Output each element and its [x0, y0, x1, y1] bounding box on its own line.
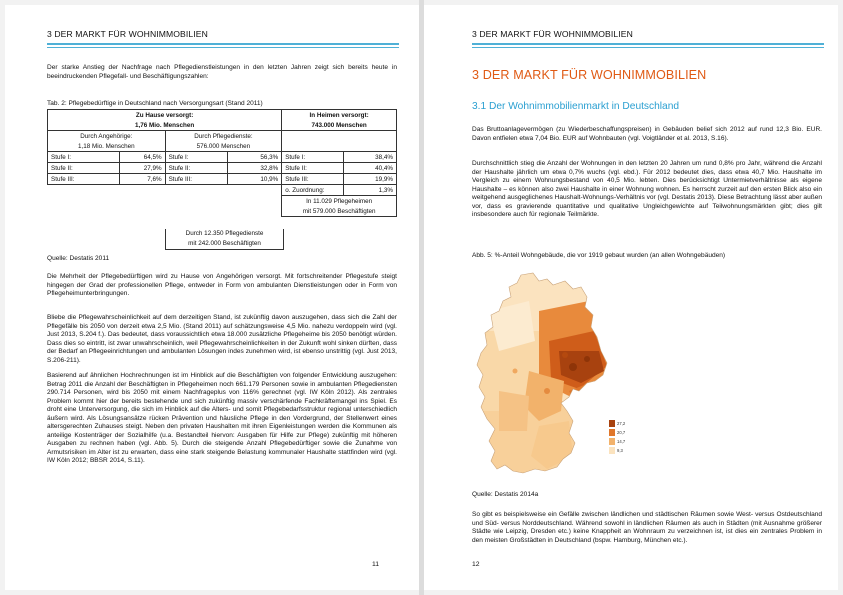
legend-label: 9,3: [617, 448, 623, 453]
right-page: [424, 5, 838, 590]
chapter-title: 3 DER MARKT FÜR WOHNIMMOBILIEN: [472, 68, 707, 82]
legend-label: 27,2: [617, 421, 626, 426]
table-source: Quelle: Destatis 2011: [47, 255, 110, 262]
row-value: 38,4%: [344, 152, 397, 163]
page-number: 12: [472, 561, 480, 568]
row-value: 40,4%: [344, 163, 397, 174]
row-label: Stufe I:: [165, 152, 228, 163]
table-caption: Tab. 2: Pflegebedürftige in Deutschland nach Versorgungsart (Stand 2011): [47, 100, 263, 107]
services-footer-line: Durch 12.350 Pflegedienste: [185, 230, 264, 237]
heim-total: 743.000 Menschen: [282, 120, 397, 131]
paragraph: Die Mehrheit der Pflegebedürftigen wird zu Hause von Angehörigen versorgt. Mit fortschreitender Pflegestufe steigt hingegen der Grad der professionellen Pflege, entweder in Form von ambulanten Dienstleistungen oder in Form von Pflegeheimunterbringungen.: [47, 273, 397, 298]
relatives-total: 1,18 Mio. Menschen: [48, 141, 166, 152]
zuordnung-value: 1,3%: [344, 185, 397, 196]
row-label: Stufe II:: [282, 163, 344, 174]
running-header: 3 DER MARKT FÜR WOHNIMMOBILIEN: [47, 29, 208, 39]
paragraph: Das Bruttoanlagevermögen (zu Wiederbeschaffungspreisen) in Gebäuden belief sich 2012 auf rund 12,3 Bio. EUR. Davon entfielen etwa 7,04 Bio. EUR auf Wohnbauten (vgl. Voigtländer et al. 2013, S.16).: [472, 126, 822, 142]
header-rule: [472, 43, 824, 45]
legend-swatch: [609, 447, 615, 454]
germany-choropleth-map: [469, 271, 624, 481]
home-total: 1,76 Mio. Menschen: [48, 120, 282, 131]
heim-header: In Heimen versorgt:: [282, 110, 397, 121]
empty-cell: [48, 185, 282, 217]
home-header: Zu Hause versorgt:: [48, 110, 282, 121]
heim-footer-2: mit 579.000 Beschäftigten: [282, 206, 397, 217]
figure-source: Quelle: Destatis 2014a: [472, 491, 539, 498]
services-header: Durch Pflegedienste:: [165, 131, 282, 142]
row-value: 10,9%: [228, 174, 282, 185]
row-label: Stufe III:: [165, 174, 228, 185]
legend-label: 14,7: [617, 439, 626, 444]
row-value: 32,8%: [228, 163, 282, 174]
services-total: 576.000 Menschen: [165, 141, 282, 152]
row-label: Stufe III:: [48, 174, 120, 185]
row-value: 56,3%: [228, 152, 282, 163]
header-rule-thin: [472, 47, 824, 48]
intro-paragraph: Der starke Anstieg der Nachfrage nach Pflegedienstleistungen in den letzten Jahren zeigt sich bereits heute in beeindruckenden Pflegefall- und Beschäftigungszahlen:: [47, 64, 397, 80]
legend-swatch: [609, 420, 615, 427]
section-title: 3.1 Der Wohnimmobilienmarkt in Deutschland: [472, 101, 680, 112]
heim-spacer: [282, 131, 397, 152]
row-value: 7,6%: [119, 174, 165, 185]
services-footer: [165, 229, 284, 250]
row-label: Stufe I:: [282, 152, 344, 163]
legend-label: 20,7: [617, 430, 626, 435]
left-page: [5, 5, 419, 590]
row-value: 19,9%: [344, 174, 397, 185]
row-label: Stufe I:: [48, 152, 120, 163]
figure-caption: Abb. 5: %-Anteil Wohngebäude, die vor 1919 gebaut wurden (an allen Wohngebäuden): [472, 252, 726, 259]
header-rule: [47, 43, 399, 45]
legend-swatch: [609, 438, 615, 445]
row-label: Stufe II:: [48, 163, 120, 174]
paragraph: Basierend auf ähnlichen Hochrechnungen ist im Hinblick auf die Beschäftigten von folgender Entwicklung auszugehen: Betrag 2011 die Anzahl der Beschäftigten in Pflegeheimen noch 661.179 Personen sowie in ambulanten Pflegediensten 290.714 Personen, wird bis 2050 mit einem Nachfrageplus von 116% gerechnet (vgl. IW Köln 2012). Als zentrales Problem kommt hier der bereits bestehende und sich zukünftig massiv verschärfende Fachkräftemangel ins Spiel. Es droht eine Unterversorgung, die sich im Hinblick auf die Alters- und somit Pflegebedarfsstruktur regional unterschiedlich äußern wird. Als Lösungsansätze rücken Prävention und häusliche Pflege in den Vordergrund, der Stellenwert eines altersgerechten Zuhauses steigt. Neben den privaten Haushalten mit ihren Eigenleistungen werden die Kommunen als anteilige Kostenträger der Sozialhilfe (u.a. Bestandteil hiervon: Ausgaben für Hilfe zur Pflege) zukünftig mit höheren Ausgaben zu rechnen haben (vgl. Abb. 5). Durch die steigende Anzahl Pflegebedürftiger sowie die Zunahme von Armutsrisiken im Alter ist zu erwarten, dass eine stark steigende Belastung kommunaler Haushalte stattfinden wird (vgl. IW Köln 2012; BBSR 2014, S.11).: [47, 372, 397, 465]
table-row: [48, 152, 397, 163]
heim-footer-1: In 11.029 Pflegeheimen: [282, 196, 397, 207]
paragraph: Bliebe die Pflegewahrscheinlichkeit auf dem derzeitigen Stand, ist zukünftig davon auszugehen, dass sich die Zahl der Pflegefälle bis 2050 von derzeit etwa 2,5 Mio. (Stand 2011) auf schätzungsweise 4,5 Mio. nahezu verdoppeln wird (vgl. Just 2013, S.204 f.). Das bedeutet, dass voraussichtlich etwa 18.000 zusätzliche Pflegeheime bis 2050 benötigt würden. Dass dies so eintritt, ist zwar unwahrscheinlich, weil Pflegewahrscheinlichkeiten in der Zukunft wohl sinken dürften, dass der Bedarf an Pflegeeinrichtungen und ambulanten Lösungen indes zunehmen wird, ist ebenso unstrittig (vgl. Just 2013, S.206-211).: [47, 314, 397, 364]
row-label: Stufe II:: [165, 163, 228, 174]
services-footer-line: mit 242.000 Beschäftigten: [188, 239, 261, 247]
running-header: 3 DER MARKT FÜR WOHNIMMOBILIEN: [472, 29, 633, 39]
row-value: 27,9%: [119, 163, 165, 174]
paragraph: So gibt es beispielsweise ein Gefälle zwischen ländlichen und städtischen Räumen sowie West- versus Ostdeutschland und Süd- versus Norddeutschland. Während sowohl in ländlichen Räumen als auch in Städten (mit Ausnahme größerer Städte wie Leipzig, Dresden etc.) keine Knappheit an Wohnraum zu verzeichnen ist, ist dies ein zentrales Problem in den meisten Großstädten in Deutschland (bspw. Hamburg, München etc.).: [472, 511, 822, 544]
table-row: [48, 174, 397, 185]
page-number: 11: [372, 561, 380, 568]
row-value: 64,5%: [119, 152, 165, 163]
row-label: Stufe III:: [282, 174, 344, 185]
zuordnung-label: o. Zuordnung:: [282, 185, 344, 196]
care-table: [47, 109, 397, 217]
legend-swatch: [609, 429, 615, 436]
table-row: [48, 163, 397, 174]
relatives-header: Durch Angehörige:: [48, 131, 166, 142]
header-rule-thin: [47, 47, 399, 48]
paragraph: Durchschnittlich stieg die Anzahl der Wohnungen in den letzten 20 Jahren um rund 0,8% pro Jahr, während die Anzahl der Haushalte jährlich um etwa 0,7% wuchs (vgl. ebd.). Für 2012 bedeutet dies, dass etwa 40,7 Mio. Haushalte im Vergleich zu einem Wohnungsbestand von 40,5 Mio. lebten. Dies berücksichtigt Untermietverhältnisse als eigene Haushalte – es können also zwei Haushalte in einer Wohnung wohnen. Es herrscht zurzeit auf den ersten Blick also ein weitgehend ausgeglichenes Haushalt-Wohnungs-Verhältnis vor (vgl. Destatis 2013). Diese Betrachtung lässt aber außen vor, dass es gravierende quantitative und qualitative Ungleichgewichte auf Teilwohnungsmärkten gibt; dies gilt insbesondere auch für regionale Teilmärkte.: [472, 160, 822, 219]
